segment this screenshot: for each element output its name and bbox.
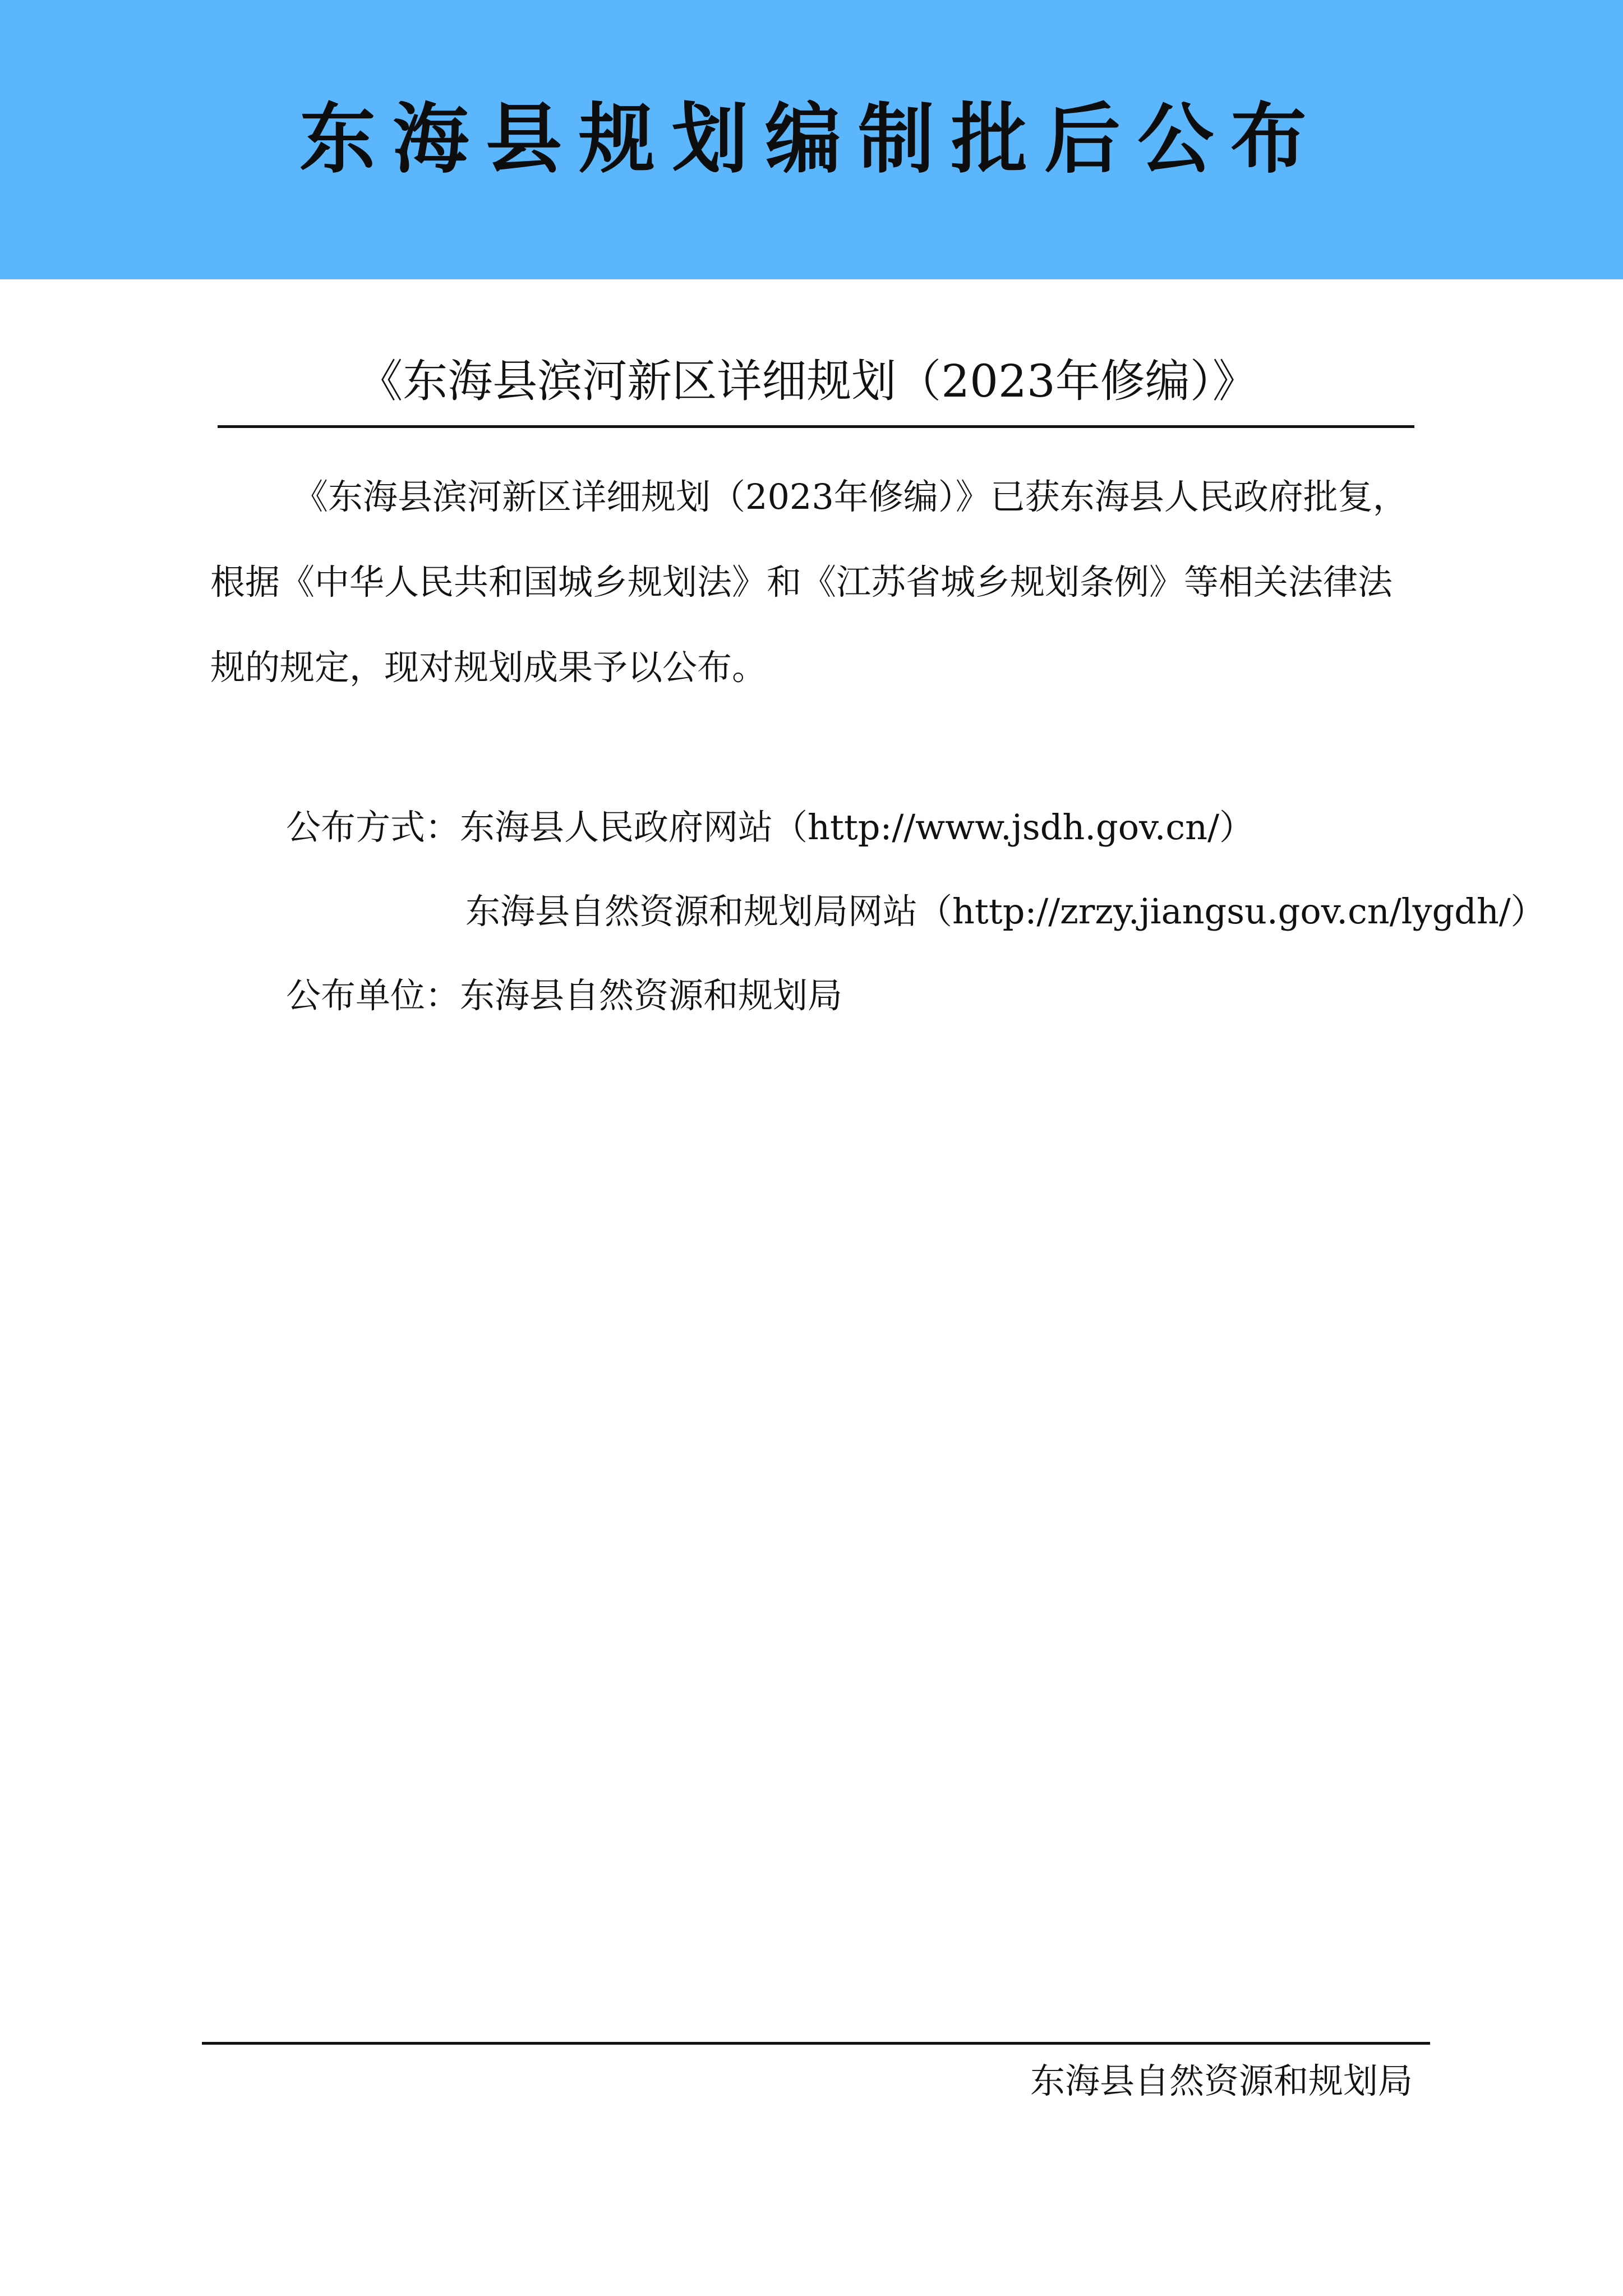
title-divider xyxy=(218,425,1414,428)
footer-divider xyxy=(202,2042,1430,2045)
publish-method-line: 公布方式：东海县人民政府网站（http://www.jsdh.gov.cn/） xyxy=(286,807,1254,848)
announcement-paragraph: 《东海县滨河新区详细规划（2023年修编）》已获东海县人民政府批复，根据《中华人民共和国城乡规划法》和《江苏省城乡规划条例》等相关法律法规的规定，现对规划成果予以公布。 xyxy=(210,476,1408,688)
document-title: 《东海县滨河新区详细规划（2023年修编）》 xyxy=(358,355,1257,407)
publish-method-line-2: 东海县自然资源和规划局网站（http://zrzy.jiangsu.gov.cn/lygdh/） xyxy=(465,891,1546,932)
announcement-body xyxy=(210,454,1416,710)
footer-organization: 东海县自然资源和规划局 xyxy=(1030,2060,1413,2101)
banner-title: 东海县规划编制批后公布 xyxy=(299,95,1324,184)
publish-unit-line: 公布单位：东海县自然资源和规划局 xyxy=(286,975,843,1016)
